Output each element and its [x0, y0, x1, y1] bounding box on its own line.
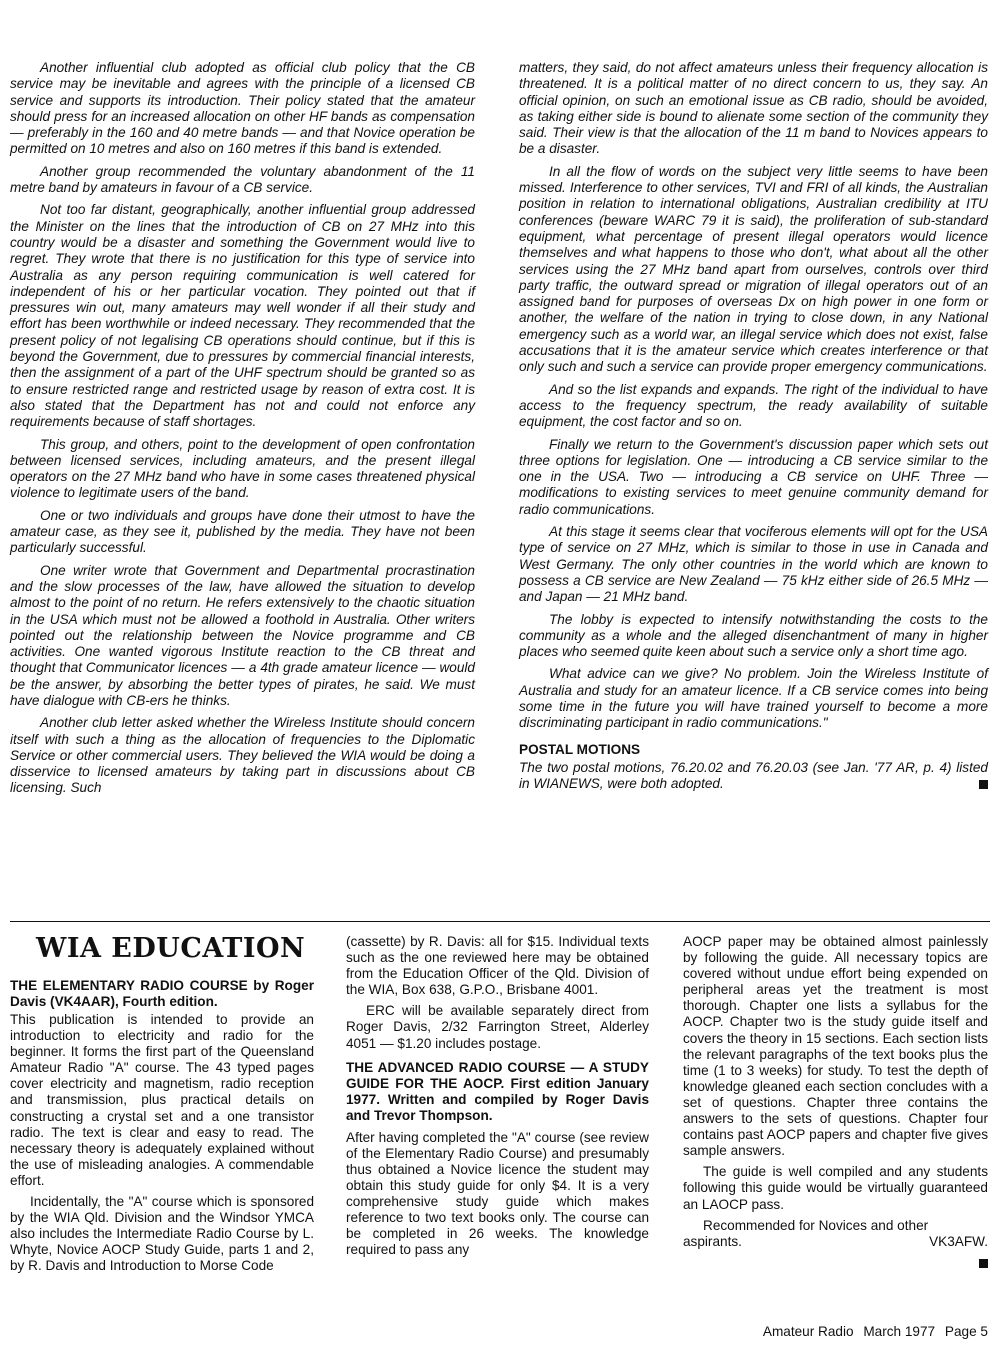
review-heading: THE ADVANCED RADIO COURSE — A STUDY GUIDE FOR THE AOCP. First edition January 1977. Written and compiled by Roger Davis and Trevor Thompson. [346, 1059, 649, 1123]
paragraph: The lobby is expected to intensify notwithstanding the costs to the community as a whole and the alleged disenchantment of many in higher places who seemed quite keen about such a service only a short time ago. [519, 611, 988, 660]
author-signature: VK3AFW. [929, 1233, 988, 1249]
paragraph: The guide is well compiled and any students following this guide would be virtually guaranteed an LAOCP pass. [683, 1164, 988, 1212]
recommendation-text: Recommended for Novices and other aspirants. [683, 1217, 929, 1249]
paragraph: One writer wrote that Government and Departmental procrastination and the slow processes of the law, have allowed the situation to develop almost to the point of no return. He refers extensively to the chaotic situation in the USA which must not be allowed a foothold in Australia. Other writers pointed out the relationship between the Novice programme and CB activities. One wanted vigorous Institute reaction to the CB threat and thought that Communicator licences — a 4th grade amateur licence — would be the answer, by absorbing the better types of pirates, he said. We must have dialogue with CB-ers he thinks. [10, 562, 475, 708]
page-footer [757, 1324, 988, 1339]
section-divider [10, 921, 990, 922]
end-of-article-mark [979, 1259, 988, 1268]
education-column-1 [10, 934, 314, 1280]
paragraph: In all the flow of words on the subject very little seems to have been missed. Interference to other services, TVI and FRI of all kinds, the Australian position in relation to international obligations, Australian credibility at ITU conferences (beware WARC 79 it is said), the proliferation of sub-standard equipment, what percentage of present illegal operators would licence themselves and what happens to those who don't, what about all the other services using the 27 MHz band apart from ourselves, controls over third party traffic, the outward spread or migration of illegal operators out of an assigned band for purposes of overseas Dx on high power in one form or another, the welfare of the nation in trying to close down, in any National emergency such as a world war, an illegal service which does not exist, false accusations that it is the amateur service which creates interference or that only such and such a service can provide proper emergency communications. [519, 163, 988, 375]
issue-date: March 1977 [863, 1324, 936, 1339]
paragraph: This group, and others, point to the development of open confrontation between licensed services, including amateurs, and the present illegal operators on the 27 MHz band who have in some cases threatened physical violence to legitimate users of the band. [10, 436, 475, 501]
postal-motions-heading: POSTAL MOTIONS [519, 741, 641, 757]
paragraph: One or two individuals and groups have done their utmost to have the amateur case, as they see it, published by the media. They have not been particularly successful. [10, 507, 475, 556]
paragraph: Another group recommended the voluntary abandonment of the 11 metre band by amateurs in favour of a CB service. [10, 163, 475, 196]
paragraph: This publication is intended to provide an introduction to electricity and radio for the beginner. It forms the first part of the Queensland Amateur Radio "A" course. The 43 typed pages cover electricity and magnetism, radio reception and transmission, plus practical details on constructing a crystal set and a one transistor radio. The text is clear and easy to read. The necessary theory is adequately explained without the use of misleading analogies. A commendable effort. [10, 1012, 314, 1188]
paragraph: The two postal motions, 76.20.02 and 76.20.03 (see Jan. '77 AR, p. 4) listed in WIANEWS, were both adopted. [519, 759, 988, 792]
paragraph: (cassette) by R. Davis: all for $15. Individual texts such as the one reviewed here may be obtained from the Education Officer of the Qld. Division of the WIA, Box 638, G.P.O., Brisbane 4001. [346, 934, 649, 998]
publication-name: Amateur Radio [762, 1324, 854, 1339]
page-number: Page 5 [944, 1324, 988, 1339]
paragraph [683, 1218, 988, 1250]
paragraph: Finally we return to the Government's discussion paper which sets out three options for legislation. One — introducing a CB service similar to the one in the USA. Two — introducing a CB service on UHF. Three — modifications to existing services to meet genuine community demand for radio communications. [519, 436, 988, 517]
paragraph: Another influential club adopted as official club policy that the CB service may be inevitable and agrees with the principle of a licensed CB service and supports its introduction. Their policy stated that the amateur should press for an increased allocation on other HF bands as compensation — preferably in the 160 and 40 metre bands — and that Novice operation be permitted on 10 metres and also on 160 metres if this band is extended. [10, 60, 475, 157]
paragraph: matters, they said, do not affect amateurs unless their frequency allocation is threatened. It is a political matter of no direct concern to us, they say. An official opinion, on such an emotional issue as CB radio, should be avoided, as taking either side is bound to alienate some section of the community they said. Their view is that the allocation of the 11 m band to Novices appears to be a disaster. [519, 60, 988, 157]
paragraph: Another club letter asked whether the Wireless Institute should concern itself with such a thing as the allocation of frequencies to the Diplomatic Service or other commercial users. They believed the WIA would be doing a disservice to licensed amateurs by taking part in discussions about CB licensing. Such [10, 715, 475, 796]
paragraph: And so the list expands and expands. The right of the individual to have access to the frequency spectrum, the ready availability of suitable equipment, the cost factor and so on. [519, 381, 988, 430]
postal-motions-text [519, 760, 988, 793]
section-title: WIA EDUCATION [36, 933, 306, 964]
article-column-right [519, 60, 988, 792]
paragraph: At this stage it seems clear that vociferous elements will opt for the USA type of service on 27 MHz, which is similar to those in use in Canada and West Germany. The only other countries in the world which are known to possess a CB service are New Zealand — 75 kHz either side of 26.5 MHz — and Japan — 21 MHz band. [519, 524, 988, 605]
article-column-left [10, 60, 475, 803]
education-column-2 [346, 934, 649, 1263]
paragraph: What advice can we give? No problem. Join the Wireless Institute of Australia and study for an amateur licence. If a CB service comes into being some time in the future you will have trained yourself to become a more discriminating participant in radio communications." [519, 666, 988, 731]
education-column-3 [683, 934, 988, 1272]
paragraph: After having completed the "A" course (see review of the Elementary Radio Course) and presumably thus obtained a Novice licence the student may obtain this study guide for only $4. It is a very comprehensive study guide which makes reference to two text books only. The course can be completed in 26 weeks. The knowledge required to pass any [346, 1129, 649, 1258]
end-of-article-mark [979, 780, 988, 789]
paragraph: AOCP paper may be obtained almost painlessly by following the guide. All necessary topics are covered without undue effort being expended on peripheral areas yet the treatment is most thorough. Chapter one lists a syllabus for the AOCP. Chapter two is the study guide itself and covers the theory in 15 sections. Each section lists the relevant paragraphs of the text books plus the time (1 to 3 weeks) for study. To test the depth of knowledge gleaned each section concludes with a set of questions. Chapter three contains the answers to the sets of questions. Chapter four contains past AOCP papers and chapter five gives sample answers. [683, 934, 988, 1159]
paragraph: Not too far distant, geographically, another influential group addressed the Minister on the lines that the introduction of CB on 27 MHz into this country would be a disaster and something the Government would live to regret. They wrote that there is no justification for this type of service into Australia as any person requiring communication is well catered for independent of his or her particular vocation. They pointed out that if pressures win out, many amateurs may well wonder if all their study and effort has been worthwhile or indeed necessary. They recommended that the present policy of not legalising CB operations should continue, but if this is beyond the Government, due to pressures by commercial financial interests, then the assignment of a part of the UHF spectrum should be granted so as to ensure restricted range and restricted usage by reason of extra cost. It is also stated that the Department has not and could not enforce any requirements because of staff shortages. [10, 202, 475, 430]
review-heading: THE ELEMENTARY RADIO COURSE by Roger Davis (VK4AAR), Fourth edition. [10, 978, 314, 1009]
paragraph: ERC will be available separately direct from Roger Davis, 2/32 Farrington Street, Alderley 4051 — $1.20 includes postage. [346, 1003, 649, 1051]
paragraph: Incidentally, the "A" course which is sponsored by the WIA Qld. Division and the Windsor YMCA also includes the Intermediate Radio Course by L. Whyte, Novice AOCP Study Guide, parts 1 and 2, by R. Davis and Introduction to Morse Code [10, 1194, 314, 1274]
